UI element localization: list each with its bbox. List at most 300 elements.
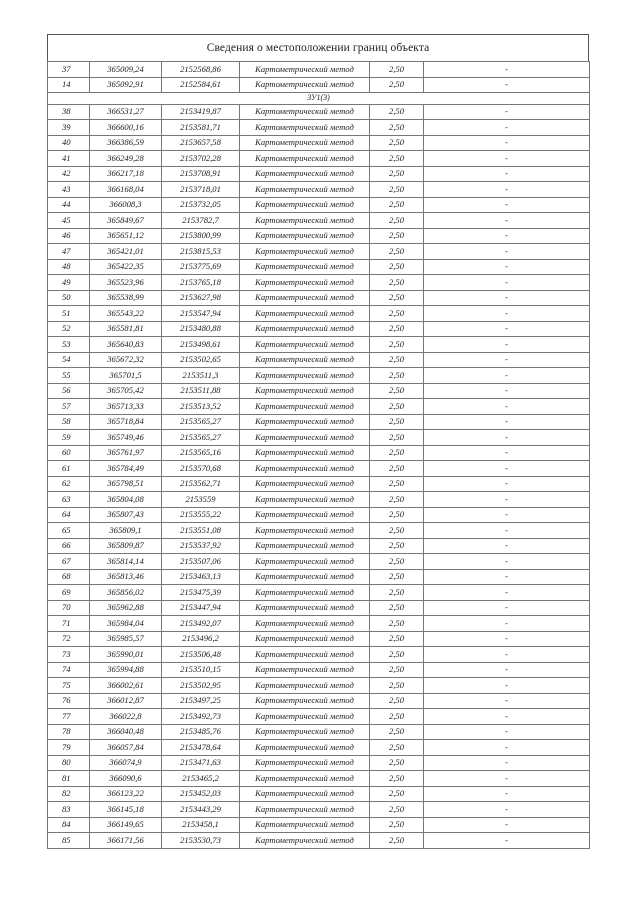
note-cell: - [424,228,590,244]
table-row [48,554,590,570]
y-coordinate-cell: 2153452,03 [162,786,240,802]
accuracy-cell: 2,50 [370,445,424,461]
note-cell: - [424,833,590,849]
table-row [48,399,590,415]
x-coordinate-cell: 365705,42 [90,383,162,399]
note-cell: - [424,492,590,508]
table-row [48,523,590,539]
table-row [48,104,590,120]
y-coordinate-cell: 2152584,61 [162,77,240,93]
point-number-cell: 81 [48,771,90,787]
point-number-cell: 14 [48,77,90,93]
method-cell: Картометрический метод [240,507,370,523]
note-cell: - [424,62,590,78]
method-cell: Картометрический метод [240,724,370,740]
table-row [48,724,590,740]
method-cell: Картометрический метод [240,554,370,570]
point-number-cell: 85 [48,833,90,849]
accuracy-cell: 2,50 [370,569,424,585]
y-coordinate-cell: 2153465,2 [162,771,240,787]
y-coordinate-cell: 2153657,58 [162,135,240,151]
note-cell: - [424,445,590,461]
table-row [48,275,590,291]
accuracy-cell: 2,50 [370,631,424,647]
method-cell: Картометрический метод [240,166,370,182]
y-coordinate-cell: 2153555,22 [162,507,240,523]
table-row [48,352,590,368]
table-row [48,492,590,508]
x-coordinate-cell: 365856,02 [90,585,162,601]
y-coordinate-cell: 2153547,94 [162,306,240,322]
point-number-cell: 69 [48,585,90,601]
method-cell: Картометрический метод [240,709,370,725]
point-number-cell: 46 [48,228,90,244]
x-coordinate-cell: 365985,57 [90,631,162,647]
x-coordinate-cell: 366168,04 [90,182,162,198]
method-cell: Картометрический метод [240,786,370,802]
note-cell: - [424,151,590,167]
method-cell: Картометрический метод [240,492,370,508]
table-row [48,290,590,306]
note-cell: - [424,554,590,570]
accuracy-cell: 2,50 [370,399,424,415]
point-number-cell: 50 [48,290,90,306]
accuracy-cell: 2,50 [370,368,424,384]
method-cell: Картометрический метод [240,275,370,291]
accuracy-cell: 2,50 [370,507,424,523]
table-row [48,306,590,322]
point-number-cell: 54 [48,352,90,368]
x-coordinate-cell: 365813,46 [90,569,162,585]
y-coordinate-cell: 2153627,98 [162,290,240,306]
y-coordinate-cell: 2153506,48 [162,647,240,663]
x-coordinate-cell: 366149,65 [90,817,162,833]
method-cell: Картометрический метод [240,476,370,492]
y-coordinate-cell: 2153537,92 [162,538,240,554]
y-coordinate-cell: 2153565,16 [162,445,240,461]
accuracy-cell: 2,50 [370,275,424,291]
note-cell: - [424,523,590,539]
y-coordinate-cell: 2153475,39 [162,585,240,601]
note-cell: - [424,678,590,694]
accuracy-cell: 2,50 [370,709,424,725]
point-number-cell: 82 [48,786,90,802]
point-number-cell: 80 [48,755,90,771]
x-coordinate-cell: 365809,1 [90,523,162,539]
table-row [48,414,590,430]
method-cell: Картометрический метод [240,414,370,430]
table-row [48,771,590,787]
x-coordinate-cell: 365672,32 [90,352,162,368]
accuracy-cell: 2,50 [370,290,424,306]
note-cell: - [424,693,590,709]
point-number-cell: 43 [48,182,90,198]
y-coordinate-cell: 2153502,95 [162,678,240,694]
point-number-cell: 78 [48,724,90,740]
note-cell: - [424,135,590,151]
table-row [48,430,590,446]
point-number-cell: 37 [48,62,90,78]
accuracy-cell: 2,50 [370,197,424,213]
accuracy-cell: 2,50 [370,135,424,151]
table-body [48,62,590,849]
x-coordinate-cell: 365640,83 [90,337,162,353]
note-cell: - [424,569,590,585]
note-cell: - [424,585,590,601]
accuracy-cell: 2,50 [370,538,424,554]
table-row [48,135,590,151]
y-coordinate-cell: 2153581,71 [162,120,240,136]
y-coordinate-cell: 2153765,18 [162,275,240,291]
table-row [48,709,590,725]
y-coordinate-cell: 2153565,27 [162,430,240,446]
document-sheet [47,34,589,849]
method-cell: Картометрический метод [240,151,370,167]
accuracy-cell: 2,50 [370,786,424,802]
x-coordinate-cell: 366040,48 [90,724,162,740]
x-coordinate-cell: 366074,9 [90,755,162,771]
y-coordinate-cell: 2153562,71 [162,476,240,492]
method-cell: Картометрический метод [240,755,370,771]
note-cell: - [424,197,590,213]
x-coordinate-cell: 365798,51 [90,476,162,492]
y-coordinate-cell: 2153471,63 [162,755,240,771]
note-cell: - [424,383,590,399]
table-row [48,77,590,93]
y-coordinate-cell: 2153497,25 [162,693,240,709]
accuracy-cell: 2,50 [370,166,424,182]
x-coordinate-cell: 366012,87 [90,693,162,709]
note-cell: - [424,709,590,725]
point-number-cell: 58 [48,414,90,430]
accuracy-cell: 2,50 [370,461,424,477]
table-row [48,647,590,663]
y-coordinate-cell: 2153800,99 [162,228,240,244]
note-cell: - [424,740,590,756]
method-cell: Картометрический метод [240,120,370,136]
note-cell: - [424,600,590,616]
point-number-cell: 70 [48,600,90,616]
point-number-cell: 42 [48,166,90,182]
x-coordinate-cell: 366022,8 [90,709,162,725]
point-number-cell: 40 [48,135,90,151]
method-cell: Картометрический метод [240,337,370,353]
x-coordinate-cell: 366057,84 [90,740,162,756]
table-row [48,445,590,461]
accuracy-cell: 2,50 [370,693,424,709]
x-coordinate-cell: 365713,33 [90,399,162,415]
section-label: ЗУ1(3) [48,93,590,105]
x-coordinate-cell: 365651,12 [90,228,162,244]
y-coordinate-cell: 2153478,64 [162,740,240,756]
accuracy-cell: 2,50 [370,523,424,539]
table-row [48,678,590,694]
note-cell: - [424,337,590,353]
table-row [48,368,590,384]
accuracy-cell: 2,50 [370,213,424,229]
x-coordinate-cell: 365807,43 [90,507,162,523]
y-coordinate-cell: 2153498,61 [162,337,240,353]
note-cell: - [424,321,590,337]
x-coordinate-cell: 366531,27 [90,104,162,120]
table-row [48,538,590,554]
accuracy-cell: 2,50 [370,77,424,93]
y-coordinate-cell: 2153565,27 [162,414,240,430]
accuracy-cell: 2,50 [370,678,424,694]
table-row [48,151,590,167]
table-row [48,507,590,523]
accuracy-cell: 2,50 [370,62,424,78]
method-cell: Картометрический метод [240,569,370,585]
method-cell: Картометрический метод [240,662,370,678]
note-cell: - [424,166,590,182]
table-row [48,213,590,229]
method-cell: Картометрический метод [240,62,370,78]
y-coordinate-cell: 2153513,52 [162,399,240,415]
note-cell: - [424,755,590,771]
x-coordinate-cell: 366249,28 [90,151,162,167]
x-coordinate-cell: 365814,14 [90,554,162,570]
point-number-cell: 48 [48,259,90,275]
method-cell: Картометрический метод [240,321,370,337]
note-cell: - [424,104,590,120]
method-cell: Картометрический метод [240,647,370,663]
point-number-cell: 56 [48,383,90,399]
accuracy-cell: 2,50 [370,554,424,570]
x-coordinate-cell: 365523,96 [90,275,162,291]
method-cell: Картометрический метод [240,585,370,601]
x-coordinate-cell: 365962,88 [90,600,162,616]
x-coordinate-cell: 365749,46 [90,430,162,446]
note-cell: - [424,213,590,229]
table-row [48,569,590,585]
y-coordinate-cell: 2153815,53 [162,244,240,260]
point-number-cell: 38 [48,104,90,120]
table-row [48,755,590,771]
method-cell: Картометрический метод [240,771,370,787]
x-coordinate-cell: 365543,22 [90,306,162,322]
x-coordinate-cell: 365984,04 [90,616,162,632]
table-row [48,182,590,198]
table-row [48,585,590,601]
method-cell: Картометрический метод [240,600,370,616]
accuracy-cell: 2,50 [370,104,424,120]
y-coordinate-cell: 2153530,73 [162,833,240,849]
x-coordinate-cell: 366002,61 [90,678,162,694]
x-coordinate-cell: 365761,97 [90,445,162,461]
y-coordinate-cell: 2153775,69 [162,259,240,275]
point-number-cell: 76 [48,693,90,709]
y-coordinate-cell: 2153732,05 [162,197,240,213]
x-coordinate-cell: 365421,01 [90,244,162,260]
note-cell: - [424,771,590,787]
note-cell: - [424,290,590,306]
table-row [48,693,590,709]
method-cell: Картометрический метод [240,693,370,709]
method-cell: Картометрический метод [240,244,370,260]
note-cell: - [424,275,590,291]
y-coordinate-cell: 2153718,01 [162,182,240,198]
table-row [48,337,590,353]
y-coordinate-cell: 2153492,07 [162,616,240,632]
method-cell: Картометрический метод [240,104,370,120]
method-cell: Картометрический метод [240,228,370,244]
method-cell: Картометрический метод [240,631,370,647]
x-coordinate-cell: 365701,5 [90,368,162,384]
accuracy-cell: 2,50 [370,740,424,756]
point-number-cell: 84 [48,817,90,833]
accuracy-cell: 2,50 [370,755,424,771]
y-coordinate-cell: 2153480,88 [162,321,240,337]
method-cell: Картометрический метод [240,306,370,322]
note-cell: - [424,538,590,554]
note-cell: - [424,507,590,523]
table-row [48,833,590,849]
x-coordinate-cell: 366090,6 [90,771,162,787]
accuracy-cell: 2,50 [370,337,424,353]
point-number-cell: 68 [48,569,90,585]
point-number-cell: 74 [48,662,90,678]
table-row [48,244,590,260]
note-cell: - [424,662,590,678]
point-number-cell: 75 [48,678,90,694]
x-coordinate-cell: 365092,91 [90,77,162,93]
y-coordinate-cell: 2153502,65 [162,352,240,368]
method-cell: Картометрический метод [240,817,370,833]
y-coordinate-cell: 2153463,13 [162,569,240,585]
table-row [48,740,590,756]
note-cell: - [424,817,590,833]
x-coordinate-cell: 365809,87 [90,538,162,554]
x-coordinate-cell: 365718,84 [90,414,162,430]
x-coordinate-cell: 365784,49 [90,461,162,477]
table-row [48,62,590,78]
accuracy-cell: 2,50 [370,306,424,322]
point-number-cell: 71 [48,616,90,632]
y-coordinate-cell: 2153551,08 [162,523,240,539]
note-cell: - [424,368,590,384]
y-coordinate-cell: 2153492,73 [162,709,240,725]
y-coordinate-cell: 2153510,15 [162,662,240,678]
method-cell: Картометрический метод [240,197,370,213]
x-coordinate-cell: 365990,01 [90,647,162,663]
note-cell: - [424,244,590,260]
accuracy-cell: 2,50 [370,383,424,399]
y-coordinate-cell: 2153708,91 [162,166,240,182]
table-row [48,662,590,678]
y-coordinate-cell: 2153559 [162,492,240,508]
table-row [48,321,590,337]
table-row [48,476,590,492]
accuracy-cell: 2,50 [370,662,424,678]
x-coordinate-cell: 366171,56 [90,833,162,849]
accuracy-cell: 2,50 [370,492,424,508]
method-cell: Картометрический метод [240,135,370,151]
point-number-cell: 66 [48,538,90,554]
accuracy-cell: 2,50 [370,771,424,787]
accuracy-cell: 2,50 [370,724,424,740]
accuracy-cell: 2,50 [370,430,424,446]
point-number-cell: 73 [48,647,90,663]
y-coordinate-cell: 2153511,3 [162,368,240,384]
point-number-cell: 51 [48,306,90,322]
table-row [48,600,590,616]
note-cell: - [424,461,590,477]
method-cell: Картометрический метод [240,740,370,756]
y-coordinate-cell: 2153511,88 [162,383,240,399]
note-cell: - [424,77,590,93]
note-cell: - [424,802,590,818]
accuracy-cell: 2,50 [370,352,424,368]
note-cell: - [424,786,590,802]
y-coordinate-cell: 2153507,06 [162,554,240,570]
table-row [48,631,590,647]
accuracy-cell: 2,50 [370,321,424,337]
y-coordinate-cell: 2152568,86 [162,62,240,78]
y-coordinate-cell: 2153782,7 [162,213,240,229]
point-number-cell: 64 [48,507,90,523]
table-row [48,228,590,244]
point-number-cell: 44 [48,197,90,213]
method-cell: Картометрический метод [240,399,370,415]
y-coordinate-cell: 2153496,2 [162,631,240,647]
note-cell: - [424,120,590,136]
method-cell: Картометрический метод [240,833,370,849]
table-row [48,802,590,818]
table-row [48,383,590,399]
accuracy-cell: 2,50 [370,182,424,198]
point-number-cell: 52 [48,321,90,337]
table-row [48,786,590,802]
table-row [48,461,590,477]
table-row [48,120,590,136]
note-cell: - [424,352,590,368]
method-cell: Картометрический метод [240,213,370,229]
note-cell: - [424,430,590,446]
x-coordinate-cell: 366600,16 [90,120,162,136]
table-row [48,616,590,632]
method-cell: Картометрический метод [240,802,370,818]
point-number-cell: 83 [48,802,90,818]
point-number-cell: 67 [48,554,90,570]
x-coordinate-cell: 365009,24 [90,62,162,78]
x-coordinate-cell: 365849,67 [90,213,162,229]
point-number-cell: 39 [48,120,90,136]
point-number-cell: 45 [48,213,90,229]
y-coordinate-cell: 2153702,28 [162,151,240,167]
method-cell: Картометрический метод [240,182,370,198]
note-cell: - [424,631,590,647]
accuracy-cell: 2,50 [370,600,424,616]
point-number-cell: 49 [48,275,90,291]
point-number-cell: 53 [48,337,90,353]
accuracy-cell: 2,50 [370,414,424,430]
table-row [48,817,590,833]
note-cell: - [424,616,590,632]
method-cell: Картометрический метод [240,352,370,368]
method-cell: Картометрический метод [240,445,370,461]
point-number-cell: 59 [48,430,90,446]
point-number-cell: 55 [48,368,90,384]
accuracy-cell: 2,50 [370,833,424,849]
x-coordinate-cell: 365994,88 [90,662,162,678]
accuracy-cell: 2,50 [370,244,424,260]
method-cell: Картометрический метод [240,290,370,306]
note-cell: - [424,399,590,415]
y-coordinate-cell: 2153447,94 [162,600,240,616]
boundary-coordinates-table [47,61,590,849]
note-cell: - [424,724,590,740]
